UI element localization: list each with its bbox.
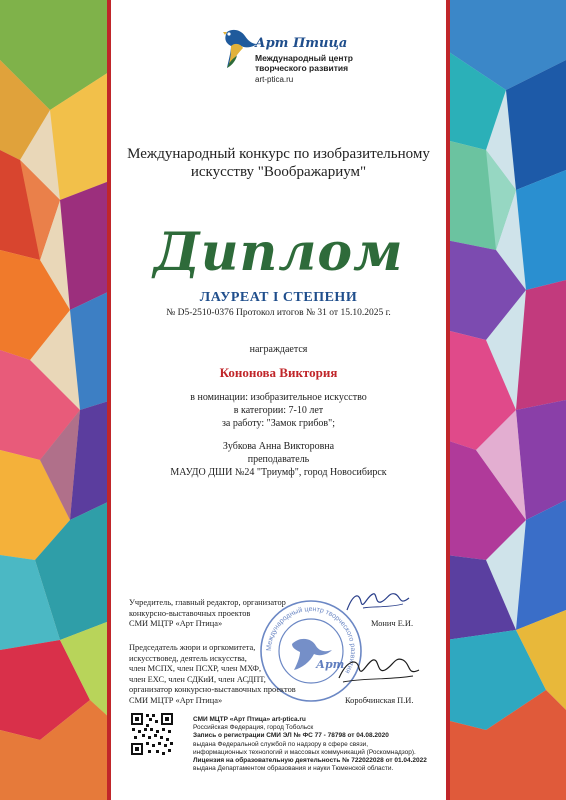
diploma-body — [111, 0, 446, 800]
contest-title-line2: искусству "Воображариум" — [190, 164, 367, 180]
signature-line: организатор конкурсно-выставочных проектов — [129, 685, 296, 694]
footer-line: выдана Департаментом образования и науки Тюменской области. — [193, 765, 394, 773]
signatory-name-monich: Монич Е.И. — [371, 619, 414, 628]
logo-site: art-ptica.ru — [255, 75, 294, 84]
category-text: в категории: 7-10 лет — [233, 405, 324, 416]
signature-korobchinskaya — [333, 652, 423, 688]
footer-legal-info — [193, 716, 427, 773]
teacher-role: преподаватель — [247, 454, 310, 465]
footer-line: выдана Федеральной службой по надзору в сфере связи, — [193, 740, 369, 748]
footer-line: Лицензия на образовательную деятельность № 722022028 от 01.04.2022 — [193, 757, 427, 765]
awarded-label: награждается — [249, 344, 308, 355]
qr-code[interactable] — [130, 712, 174, 756]
logo-subtitle-line2: творческого развития — [255, 63, 349, 73]
degree-label: ЛАУРЕАТ I СТЕПЕНИ — [199, 290, 358, 305]
signature-line: СМИ МЦТР «Арт Птица» — [129, 695, 223, 705]
left-decorative-panel — [0, 0, 112, 800]
right-decorative-panel — [446, 0, 566, 800]
signature-block-founder — [129, 598, 286, 630]
logo-name: Арт Птица — [255, 36, 348, 51]
winner-name: Кононова Виктория — [219, 365, 338, 380]
work-title-text: за работу: "Замок грибов"; — [221, 418, 335, 429]
signature-line: Председатель жюри и оргкомитета, — [129, 643, 256, 652]
signature-line: член МСПХ, член ПСХР, член МХФ, — [129, 664, 262, 673]
bird-icon — [219, 22, 259, 72]
signature-line: конкурсно-выставочных проектов — [129, 608, 251, 618]
signature-line: Учредитель, главный редактор, организатор — [129, 598, 286, 607]
signature-line: член ЕХС, член СДКиИ, член АСДПТ, — [129, 674, 266, 684]
signature-line: СМИ МЦТР «Арт Птица» — [129, 619, 223, 628]
signature-line: искусствовед, деятель искусства, — [129, 653, 247, 663]
footer-line: Российская Федерация, город Тобольск — [193, 724, 314, 732]
contest-title-line1: Международный конкурс по изобразительному — [127, 146, 430, 162]
teacher-name: Зубкова Анна Викторовна — [222, 441, 335, 452]
footer-line: СМИ МЦТР «Арт Птица» art-ptica.ru — [193, 716, 306, 723]
right-red-border — [446, 0, 450, 800]
signatory-name-korobchinskaya: Коробчинская П.И. — [345, 696, 414, 705]
signature-block-jury — [129, 643, 296, 706]
svg-text:Международный центр творческог: Международный центр творческого развития — [265, 605, 357, 675]
page-title: Диплом — [153, 222, 404, 283]
nomination-text: в номинации: изобразительное искусство — [190, 392, 367, 403]
footer-line: Запись о регистрации СМИ ЭЛ № ФС 77 - 78798 от 04.08.2020 — [193, 732, 389, 740]
logo-subtitle-line1: Международный центр — [255, 53, 353, 63]
signature-monich — [343, 588, 413, 618]
protocol-number: № D5-2510-0376 Протокол итогов № 31 от 15.10.2025 г. — [166, 308, 391, 318]
teacher-institution: МАУДО ДШИ №24 "Триумф", город Новосибирск — [170, 467, 387, 478]
footer-line: информационных технологий и массовых коммуникаций (Роскомнадзор). — [193, 748, 416, 756]
stamp-center-text: Арт — [316, 658, 345, 671]
